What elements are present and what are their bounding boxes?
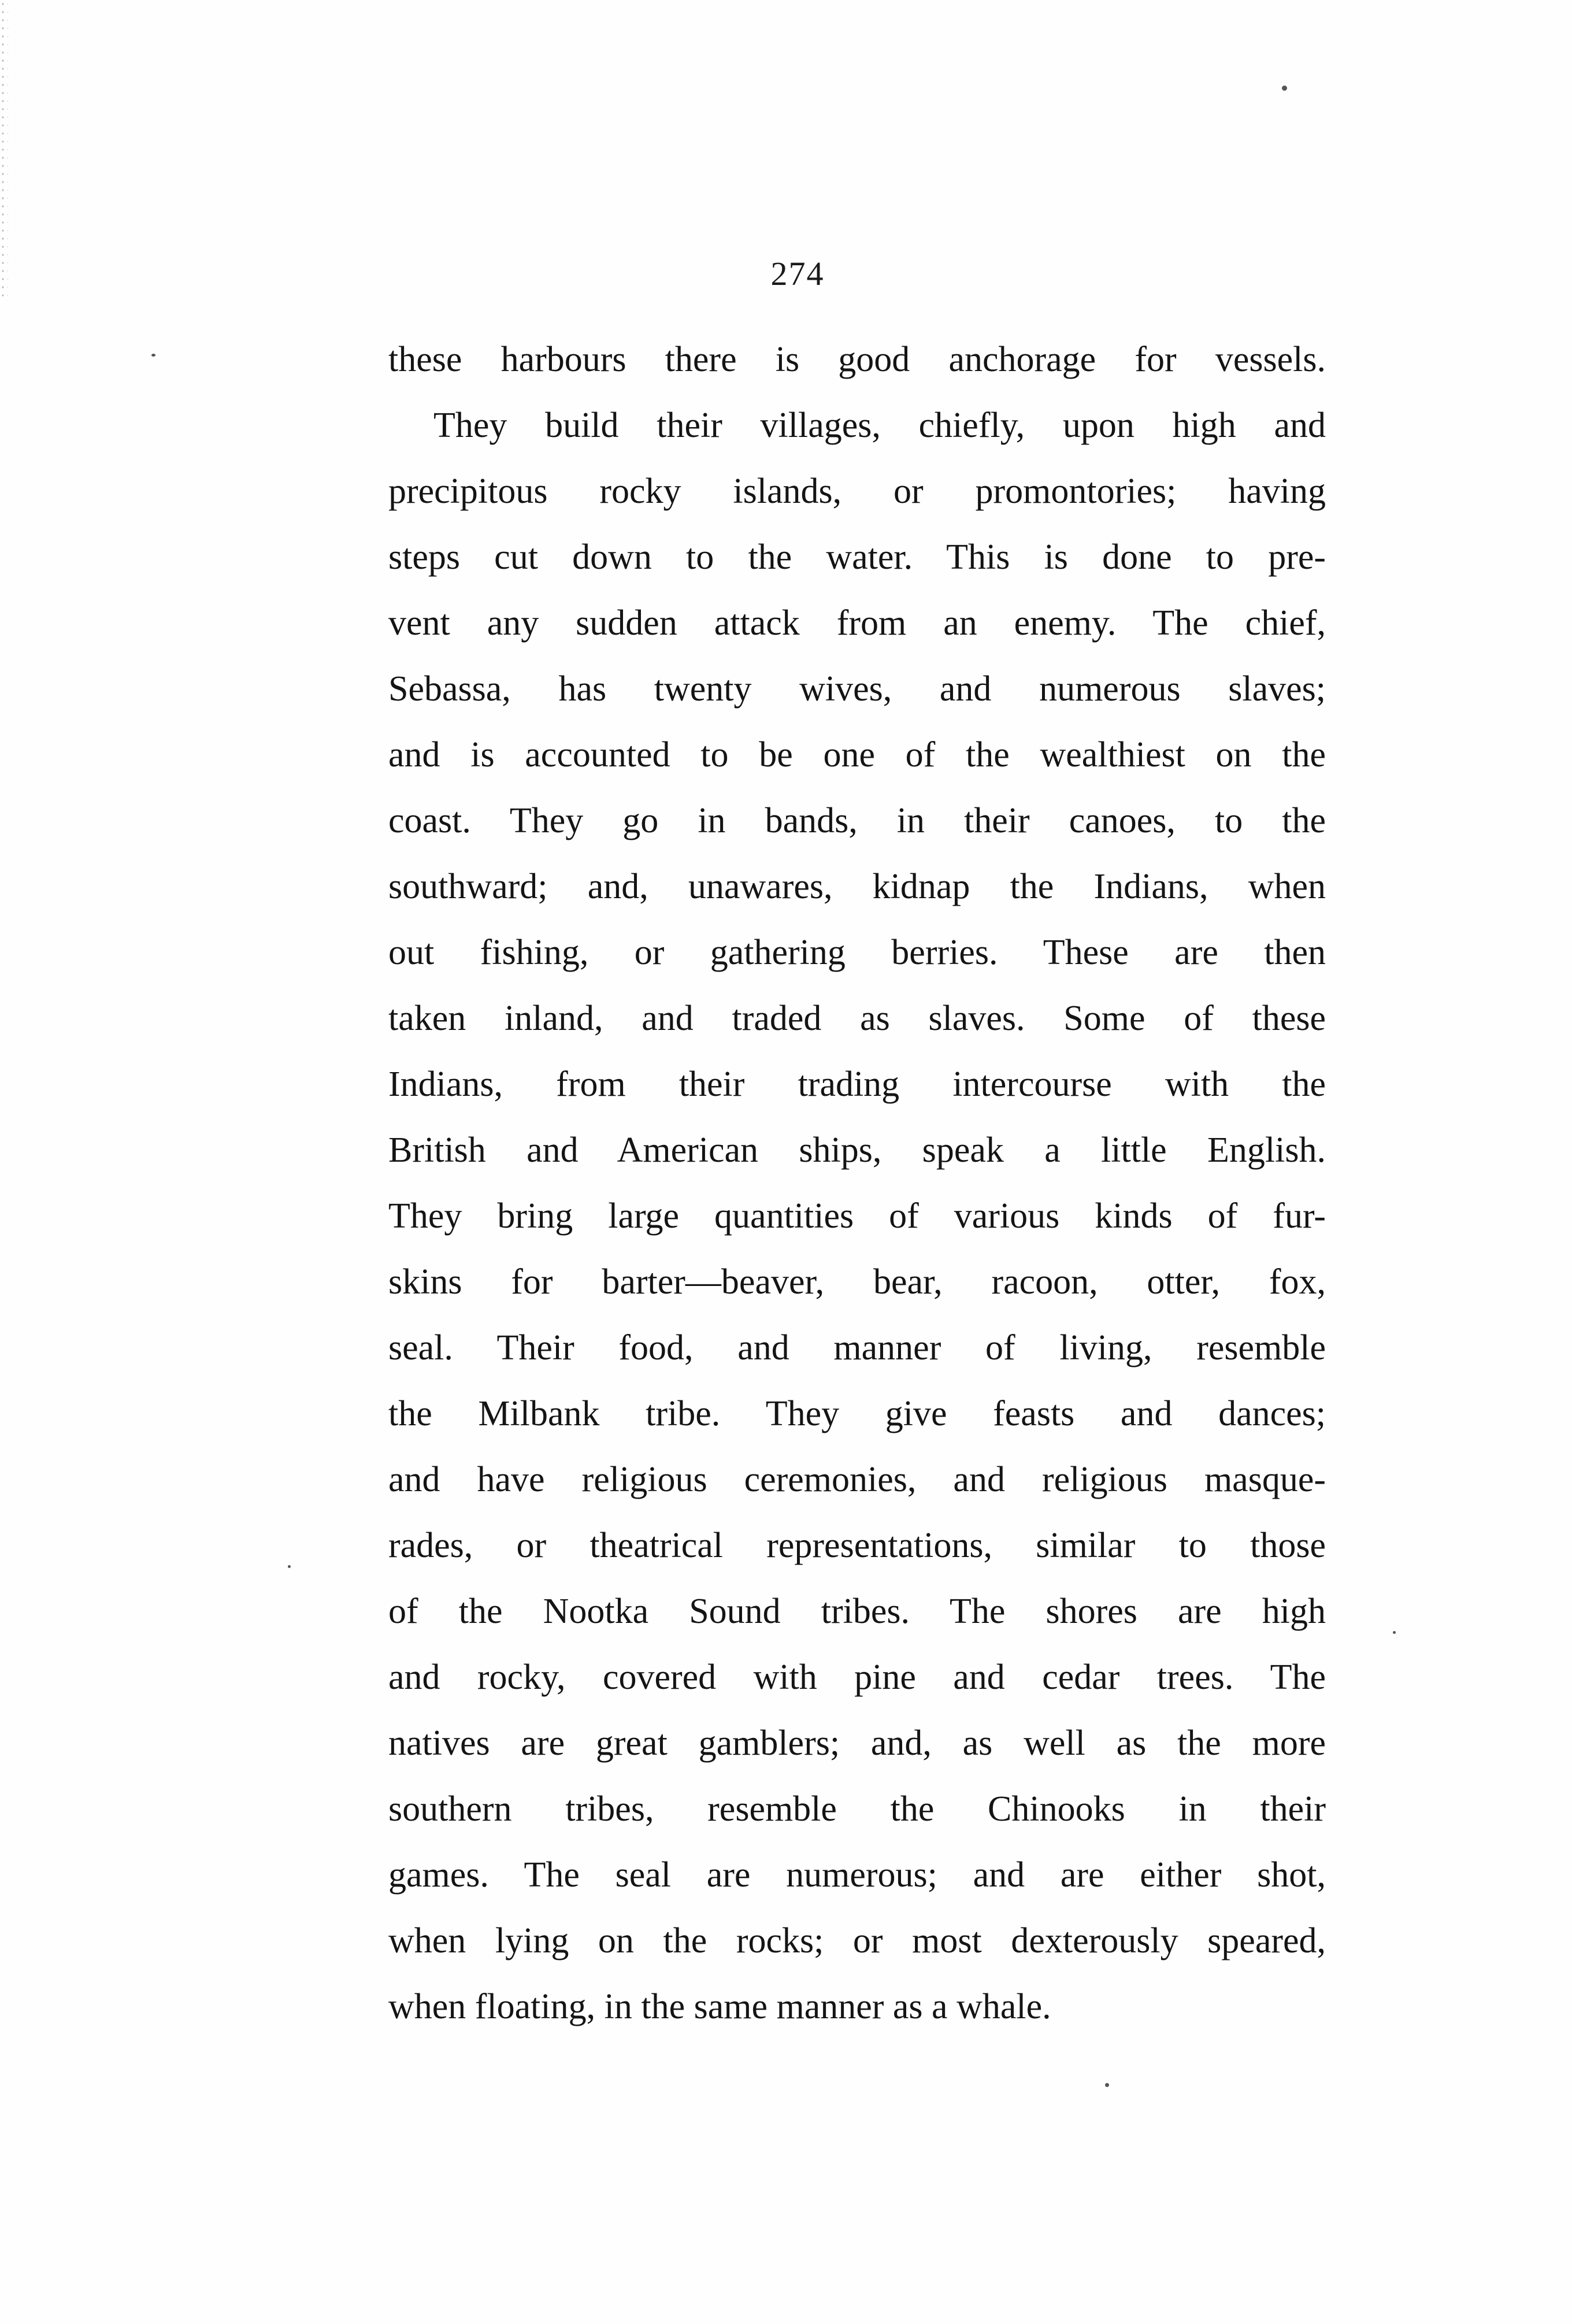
- scan-speck: [1105, 2083, 1109, 2087]
- text-line: They bring large quantities of various kinds of fur-: [388, 1196, 1326, 1236]
- text-line: taken inland, and traded as slaves. Some of these: [388, 999, 1326, 1038]
- text-line: precipitous rocky islands, or promontories; having: [388, 472, 1326, 511]
- text-line: the Milbank tribe. They give feasts and dances;: [388, 1394, 1326, 1433]
- text-line: Sebassa, has twenty wives, and numerous slaves;: [388, 669, 1326, 709]
- scan-speck: [151, 354, 155, 357]
- text-line: steps cut down to the water. This is done to pre-: [388, 538, 1326, 577]
- text-line: and have religious ceremonies, and religious masque-: [388, 1460, 1326, 1499]
- text-line: skins for barter—beaver, bear, racoon, otter, fox,: [388, 1262, 1326, 1302]
- text-line: British and American ships, speak a little English.: [388, 1131, 1326, 1170]
- text-line: southern tribes, resemble the Chinooks in their: [388, 1789, 1326, 1829]
- scan-speck: [1393, 1631, 1396, 1634]
- text-line: They build their villages, chiefly, upon high and: [433, 406, 1326, 445]
- text-line: Indians, from their trading intercourse with the: [388, 1065, 1326, 1104]
- body-text: [388, 327, 1326, 2040]
- text-line: vent any sudden attack from an enemy. The chief,: [388, 603, 1326, 643]
- text-line: seal. Their food, and manner of living, resemble: [388, 1328, 1326, 1367]
- text-line: southward; and, unawares, kidnap the Indians, when: [388, 867, 1326, 906]
- text-line: and is accounted to be one of the wealthiest on the: [388, 735, 1326, 774]
- text-line: rades, or theatrical representations, similar to those: [388, 1526, 1326, 1565]
- text-line: and rocky, covered with pine and cedar trees. The: [388, 1658, 1326, 1697]
- text-line: of the Nootka Sound tribes. The shores are high: [388, 1592, 1326, 1631]
- text-line: natives are great gamblers; and, as well as the more: [388, 1723, 1326, 1763]
- scan-speck: [1282, 86, 1287, 91]
- page-number: 274: [770, 255, 825, 292]
- text-line: games. The seal are numerous; and are either shot,: [388, 1855, 1326, 1895]
- text-line: out fishing, or gathering berries. These are then: [388, 933, 1326, 972]
- scan-edge-artifact: [0, 0, 8, 301]
- text-line: when lying on the rocks; or most dexterously speared,: [388, 1921, 1326, 1960]
- scan-speck: [288, 1565, 291, 1568]
- text-line: these harbours there is good anchorage for vessels.: [388, 340, 1326, 379]
- text-line: when floating, in the same manner as a whale.: [388, 1987, 1051, 2026]
- text-line: coast. They go in bands, in their canoes, to the: [388, 801, 1326, 840]
